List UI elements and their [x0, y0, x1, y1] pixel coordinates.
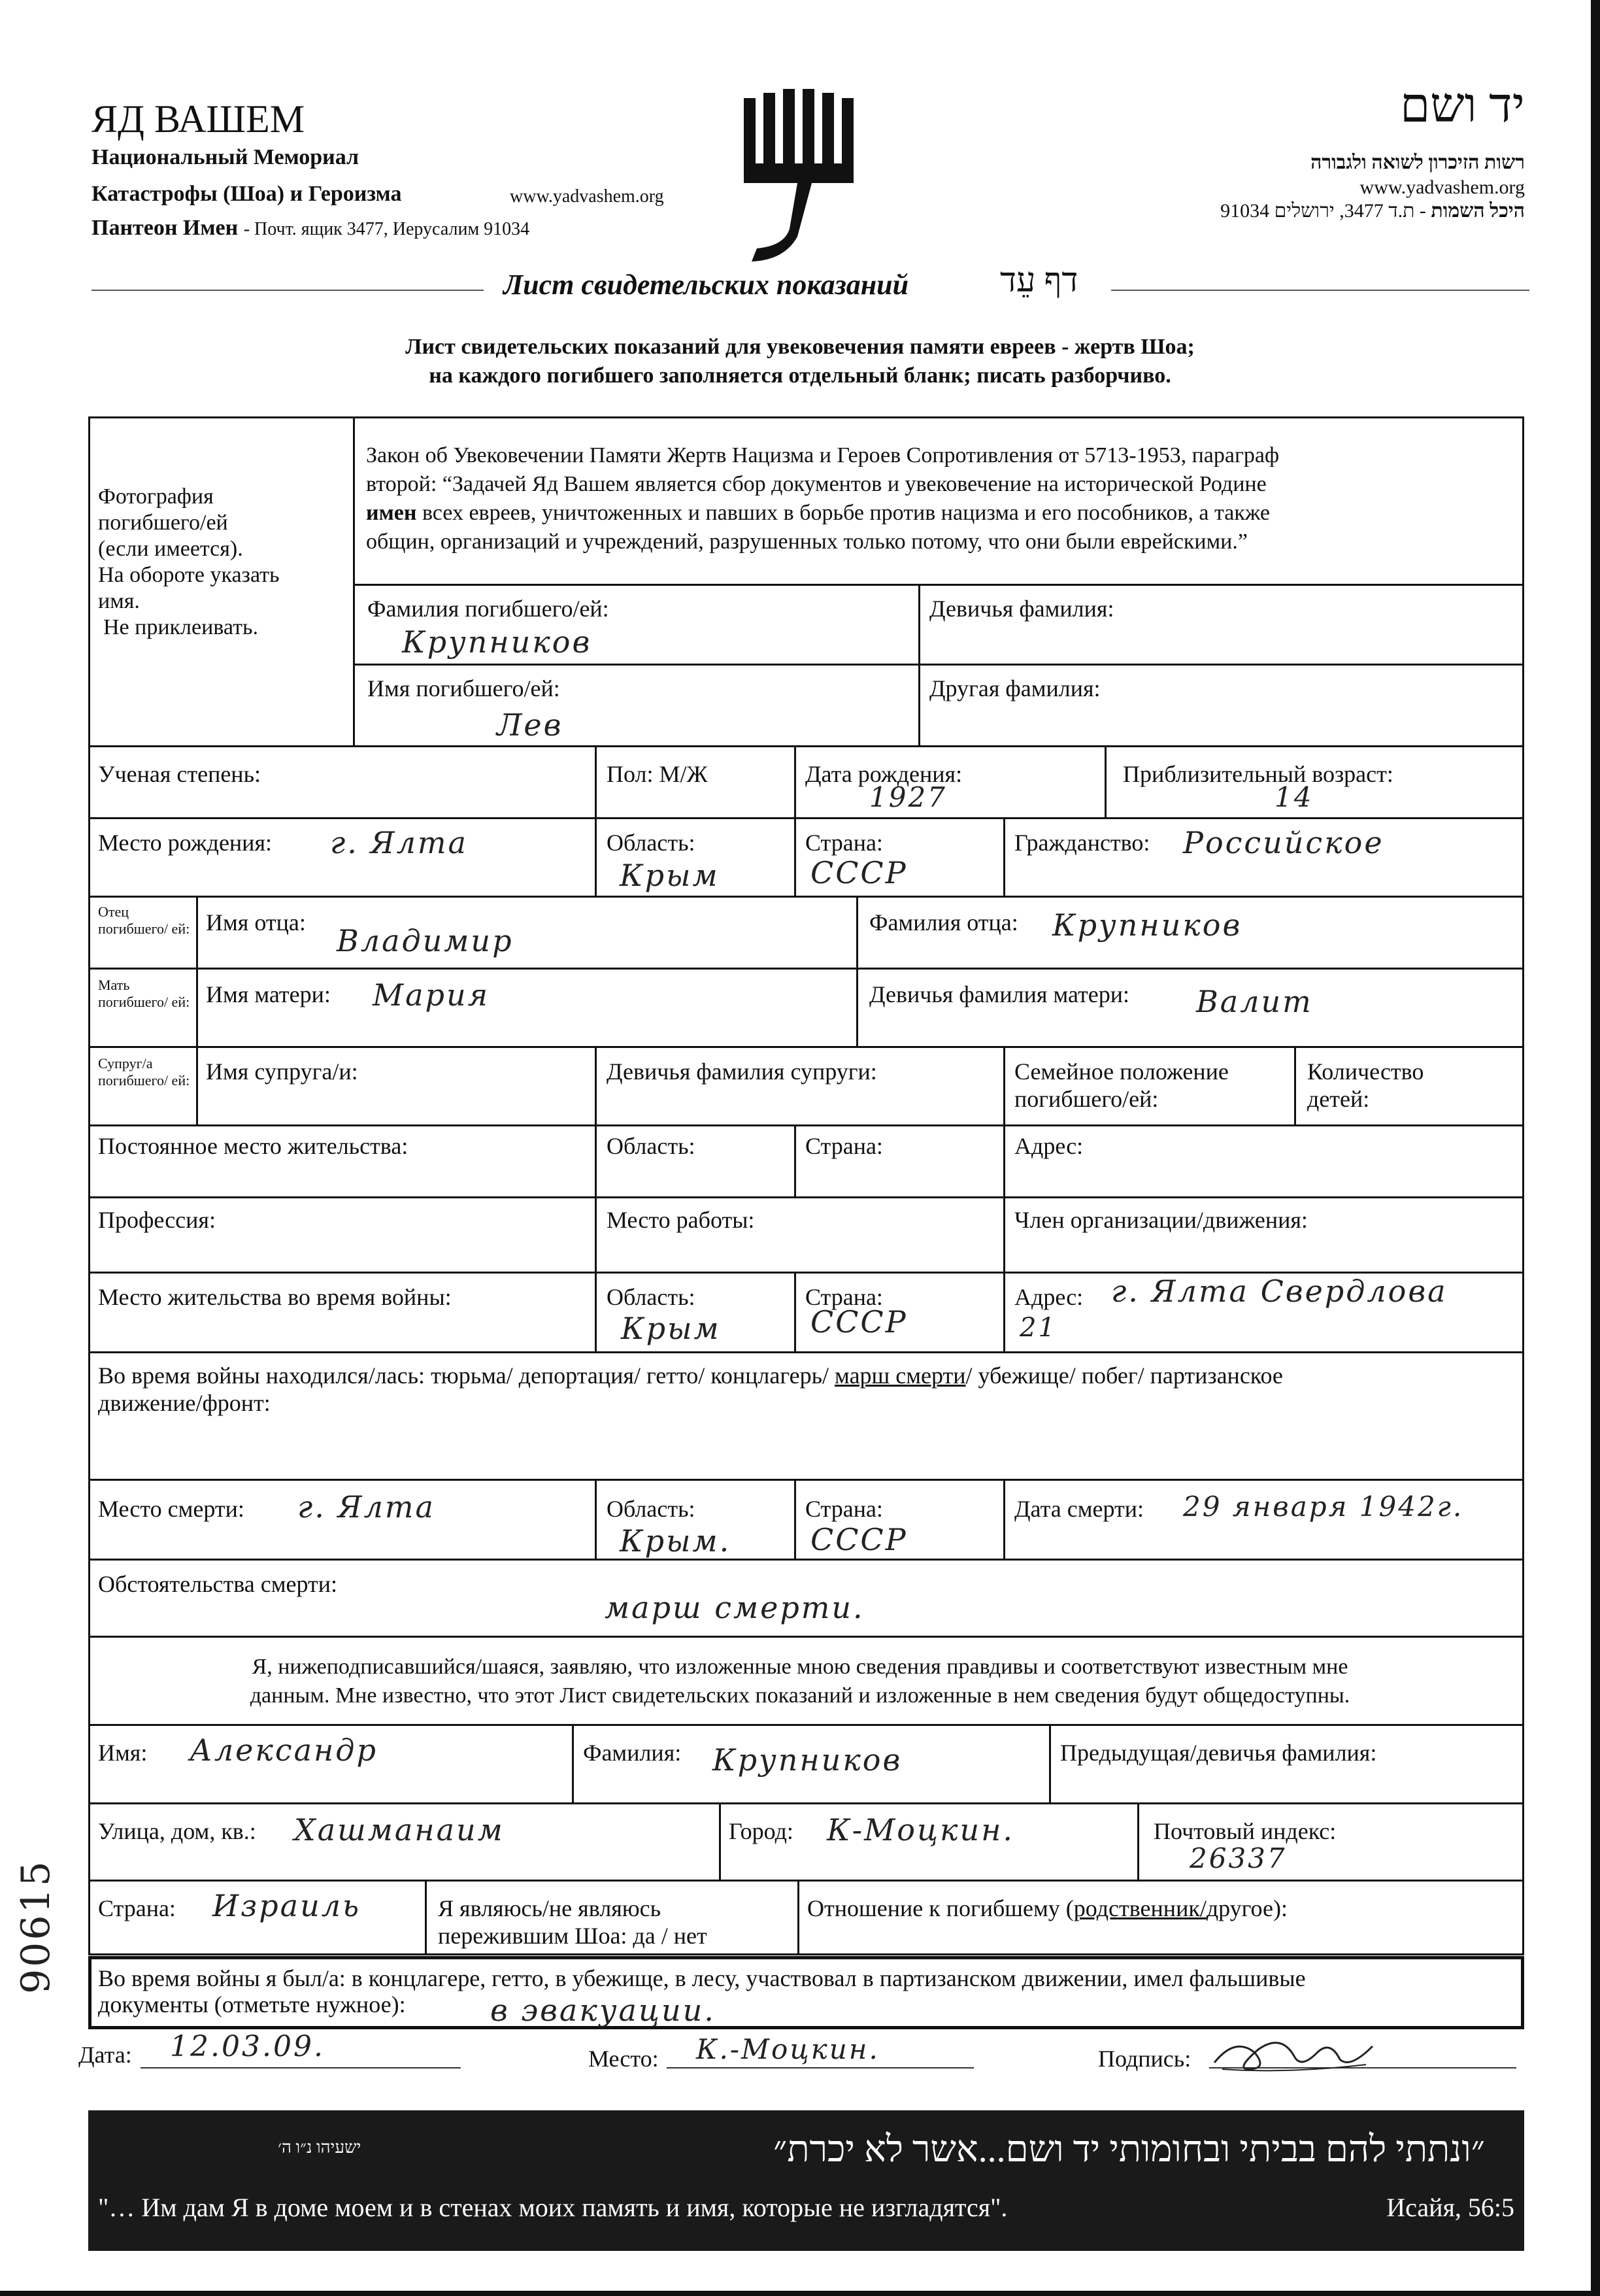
place-value[interactable]: К.-Моцкин.: [696, 2033, 880, 2065]
org-name-he: יד ושם: [1400, 79, 1525, 133]
submitter-country-label: Страна:: [98, 1895, 176, 1921]
organization-label: Член организации/движения:: [1014, 1207, 1308, 1233]
age-value[interactable]: 14: [1275, 781, 1314, 813]
spouse-name-label: Имя супруга/и:: [206, 1058, 358, 1085]
relation-other: другое):: [1206, 1895, 1288, 1921]
col-sub-3: [719, 1802, 721, 1880]
photo-note: [98, 484, 280, 641]
citizenship-value[interactable]: Российское: [1183, 825, 1384, 860]
submitter-prev-surname-label: Предыдущая/девичья фамилия:: [1060, 1740, 1377, 1766]
residence-address-label: Адрес:: [1014, 1133, 1084, 1159]
banner-quote-ru: "… Им дам Я в доме моем и в стенах моих память и имя, которые не изгладятся".: [98, 2193, 1008, 2222]
war-status-line-2: движение/фронт:: [98, 1390, 271, 1416]
row-line-circ: [88, 1636, 1524, 1638]
col-sub-1: [572, 1724, 574, 1802]
col-c-1: [1105, 745, 1107, 817]
col-parents: [856, 896, 858, 1046]
photo-note-6: Не приклеивать.: [103, 615, 258, 639]
submitter-country-value[interactable]: Израиль: [212, 1888, 361, 1923]
war-status-line-1: [98, 1362, 1283, 1389]
col-c-res: [1003, 1124, 1005, 1351]
children-label-1: Количество: [1307, 1058, 1424, 1085]
birth-country-label: Страна:: [805, 830, 883, 856]
banner-ref-ru: Исайя, 56:5: [1386, 2193, 1514, 2222]
org-address-ru: [92, 216, 529, 241]
victim-other-surname-label: Другая фамилия:: [929, 675, 1101, 701]
wartime-line-2: документы (отметьте нужное):: [98, 1991, 406, 2017]
city-label: Город:: [729, 1818, 793, 1844]
father-name-label: Имя отца:: [206, 909, 306, 936]
victim-surname-value[interactable]: Крупников: [402, 624, 592, 660]
photo-note-3: (если имеется).: [98, 537, 243, 561]
title-rule-left: [92, 290, 484, 291]
col-b-1: [794, 745, 796, 896]
death-place-value[interactable]: г. Ялта: [297, 1489, 435, 1525]
org-name-ru: ЯД ВАШЕМ: [92, 97, 305, 141]
he-pantheon: היכל השמות: [1431, 200, 1525, 222]
photo-note-5: имя.: [98, 589, 140, 613]
mother-maiden-label: Девичья фамилия матери:: [869, 981, 1130, 1007]
col-a-1: [595, 745, 597, 896]
victim-surname-label: Фамилия погибшего/ей:: [367, 596, 609, 622]
death-circumstances-label: Обстоятельства смерти:: [98, 1571, 337, 1597]
city-value[interactable]: К-Моцкин.: [827, 1812, 1015, 1848]
zip-value[interactable]: 26337: [1190, 1842, 1287, 1874]
submitter-surname-label: Фамилия:: [583, 1740, 682, 1766]
col-sub-6: [797, 1880, 799, 1955]
website-ru[interactable]: www.yadvashem.org: [510, 186, 664, 207]
death-region-value[interactable]: Крым.: [620, 1523, 731, 1559]
place-label: Место:: [588, 2046, 659, 2072]
col-b-res: [794, 1124, 796, 1196]
row-line-war-res: [88, 1351, 1524, 1353]
title-rule-right: [1111, 290, 1529, 291]
col-sub-4: [1137, 1802, 1139, 1880]
row-line-declaration: [88, 1724, 1524, 1726]
col-c-death: [1003, 1479, 1005, 1559]
birth-region-value[interactable]: Крым: [620, 858, 720, 893]
signature-label: Подпись:: [1098, 2046, 1192, 2072]
war-address-label: Адрес:: [1014, 1284, 1084, 1310]
form-title-he: דף עֵד: [1000, 262, 1078, 299]
victim-name-label: Имя погибшего/ей:: [367, 675, 560, 701]
col-b-war: [794, 1272, 796, 1351]
yad-vashem-logo-icon: [739, 85, 856, 275]
survivor-line-1: Я являюсь/не являюсь: [438, 1895, 661, 1921]
col-a-spouse: [595, 1046, 597, 1124]
date-label: Дата:: [78, 2042, 132, 2068]
row-line-law: [353, 584, 1523, 586]
survivor-question: [438, 1895, 707, 1950]
residence-country-label: Страна:: [805, 1133, 883, 1159]
age-label: Приблизительный возраст:: [1123, 761, 1393, 787]
law-line-4: общин, организаций и учреждений, разрушенных только потому, что они были еврейскими.”: [366, 530, 1248, 554]
row-line-sub-addr: [88, 1880, 1524, 1882]
photo-note-2: погибшего/ей: [98, 511, 228, 535]
war-region-value[interactable]: Крым: [621, 1311, 721, 1346]
submitter-name-label: Имя:: [98, 1740, 148, 1766]
date-value[interactable]: 12.03.09.: [170, 2030, 325, 2063]
table-top-border: [88, 416, 1524, 418]
war-status-death-march-selected[interactable]: марш смерти: [835, 1362, 966, 1389]
citizenship-label: Гражданство:: [1014, 830, 1150, 856]
war-region-label: Область:: [607, 1284, 695, 1310]
org-subtitle-he: רשות הזיכרון לשואה ולגבורה: [1310, 152, 1525, 173]
father-surname-label: Фамилия отца:: [869, 909, 1018, 936]
row-line-mother: [88, 1046, 1524, 1048]
war-status-options-c: / убежище/ побег/ партизанское: [965, 1362, 1283, 1389]
residence-label: Постоянное место жительства:: [98, 1133, 408, 1159]
row-line-sub-country: [88, 1953, 1524, 1955]
children-count-label: [1307, 1058, 1424, 1113]
col-side-labels: [196, 896, 198, 1124]
victim-maiden-label: Девичья фамилия:: [929, 596, 1114, 622]
dob-label: Дата рождения:: [805, 761, 963, 787]
death-region-label: Область:: [607, 1496, 695, 1522]
mother-name-value[interactable]: Мария: [373, 977, 490, 1013]
row-line-residence: [88, 1196, 1524, 1198]
col-sub-2: [1049, 1724, 1051, 1802]
father-surname-value[interactable]: Крупников: [1052, 907, 1242, 943]
war-country-label: Страна:: [805, 1284, 883, 1310]
marital-label-2: погибшего/ей:: [1014, 1086, 1159, 1112]
birthplace-value[interactable]: г. Ялта: [330, 825, 468, 860]
death-country-value[interactable]: СССР: [810, 1522, 908, 1557]
submitter-surname-value[interactable]: Крупников: [712, 1742, 903, 1778]
relation-label: [807, 1895, 1288, 1922]
death-country-label: Страна:: [805, 1496, 883, 1522]
row-line-photo-bottom: [88, 745, 1524, 747]
birthplace-label: Место рождения:: [98, 830, 273, 856]
postal-address: - Почт. ящик 3477, Иерусалим 91034: [243, 219, 530, 239]
father-name-value[interactable]: Владимир: [337, 923, 514, 958]
war-residence-label: Место жительства во время войны:: [98, 1284, 452, 1310]
death-place-label: Место смерти:: [98, 1496, 244, 1522]
relation-relative-selected[interactable]: родственник/: [1073, 1895, 1207, 1921]
row-line-names: [353, 664, 1523, 666]
spouse-maiden-label: Девичья фамилия супруги:: [607, 1058, 877, 1085]
survivor-line-2[interactable]: пережившим Шоа: да / нет: [438, 1923, 707, 1949]
pantheon-label: Пантеон Имен: [92, 216, 239, 240]
law-line-2: второй: “Задачей Яд Вашем является сбор документов и увековечение на исторической Родине: [366, 472, 1267, 496]
registration-stamp: 90615: [13, 1859, 59, 1994]
form-title-ru: Лист свидетельских показаний: [503, 269, 909, 301]
war-country-value[interactable]: СССР: [810, 1304, 908, 1340]
row-line-spouse: [88, 1124, 1524, 1126]
marital-status-label: [1014, 1058, 1229, 1113]
law-line-1: Закон об Увековечении Памяти Жертв Нацизма и Героев Сопротивления от 5713-1953, параграф: [366, 443, 1280, 467]
col-sub-5: [425, 1880, 427, 1955]
photo-divider: [353, 416, 355, 746]
instruction-2: на каждого погибшего заполняется отдельный бланк; писать разборчиво.: [429, 363, 1171, 388]
marital-label-1: Семейное положение: [1014, 1058, 1229, 1085]
place-line: [667, 2067, 974, 2068]
spouse-side-label: Супруг/а погибшего/ ей:: [98, 1055, 190, 1089]
declaration-text: [0, 1653, 1600, 1710]
birth-country-value[interactable]: СССР: [810, 855, 908, 890]
col-b-death: [794, 1479, 796, 1559]
submitter-name-value[interactable]: Александр: [190, 1732, 378, 1768]
residence-region-label: Область:: [607, 1133, 695, 1159]
page-edge-bottom: [0, 2291, 1600, 2296]
col-d-spouse: [1294, 1046, 1296, 1124]
photo-note-4: На обороте указать: [98, 563, 280, 587]
quote-banner: [88, 2110, 1524, 2251]
death-circumstances-value[interactable]: марш смерти.: [605, 1590, 865, 1625]
wartime-value[interactable]: в эвакуации.: [490, 1993, 716, 2028]
law-text: [366, 441, 1279, 556]
victim-name-value[interactable]: Лев: [497, 707, 563, 743]
col-a-death: [595, 1479, 597, 1559]
death-date-value[interactable]: 29 января 1942г.: [1183, 1491, 1464, 1523]
row-line-war-status: [88, 1479, 1524, 1481]
law-bold-names: имен: [366, 501, 417, 525]
relation-prefix: Отношение к погибшему (: [807, 1895, 1074, 1921]
mother-name-label: Имя матери:: [206, 981, 331, 1007]
street-value[interactable]: Хашманаим: [294, 1812, 505, 1848]
war-address-value[interactable]: г. Ялта Свердлова: [1111, 1274, 1448, 1309]
col-c-2: [1003, 817, 1005, 896]
website-he[interactable]: www.yadvashem.org: [1359, 177, 1525, 198]
children-label-2: детей:: [1307, 1086, 1370, 1112]
date-line: [141, 2067, 461, 2068]
banner-ref-he: ישעיהו נ״ו ה׳: [278, 2138, 361, 2157]
workplace-label: Место работы:: [607, 1207, 755, 1233]
row-line-death: [88, 1559, 1524, 1561]
mother-maiden-value[interactable]: Валит: [1196, 984, 1313, 1019]
org-subtitle-2: Катастрофы (Шоа) и Героизма: [92, 182, 402, 206]
law-line-3: всех евреев, уничтоженных и павших в борьбе против нацизма и его пособников, а также: [416, 501, 1270, 525]
photo-note-1: Фотография: [98, 484, 214, 509]
war-status-options-a: Во время войны находился/лась: тюрьма/ депортация/ гетто/ концлагерь/: [98, 1362, 835, 1389]
row-line-degree: [88, 817, 1524, 819]
sex-label: Пол: М/Ж: [607, 761, 708, 787]
banner-quote-he: ״ונתתי להם בביתי ובחומותי יד ושם...אשר לא יכרת״: [773, 2129, 1485, 2170]
row-line-sub-name: [88, 1802, 1524, 1804]
father-side-label: Отец погибшего/ ей:: [98, 903, 190, 937]
instruction-1: Лист свидетельских показаний для увековечения памяти евреев - жертв Шоа;: [405, 335, 1195, 359]
zip-label: Почтовый индекс:: [1154, 1818, 1337, 1844]
row-line-father: [88, 968, 1524, 970]
wartime-line-1: Во время войны я был/а: в концлагере, гетто, в убежище, в лесу, участвовал в партизанском движении, имел фальшивые: [98, 1965, 1306, 1991]
death-date-label: Дата смерти:: [1014, 1496, 1144, 1522]
he-postal: - ת.ד 3477, ירושלים 91034: [1220, 200, 1426, 222]
row-line-birth: [88, 896, 1524, 898]
degree-label: Ученая степень:: [98, 761, 261, 787]
col-c-spouse: [1003, 1046, 1005, 1124]
declaration-line-2: данным. Мне известно, что этот Лист свидетельских показаний и изложенные в нем сведения будут общедоступны.: [250, 1683, 1350, 1708]
signature-icon[interactable]: [1209, 2033, 1379, 2079]
street-label: Улица, дом, кв.:: [98, 1818, 256, 1844]
dob-value[interactable]: 1927: [869, 781, 947, 813]
org-address-he: [1220, 200, 1525, 222]
mother-side-label: Мать погибшего/ ей:: [98, 977, 190, 1010]
profession-label: Профессия:: [98, 1207, 216, 1233]
declaration-line-1: Я, нижеподписавшийся/шаяся, заявляю, что изложенные мною сведения правдивы и соответствуют известным мне: [252, 1655, 1348, 1679]
col-a-res: [595, 1124, 597, 1351]
birth-region-label: Область:: [607, 830, 695, 856]
war-address-value-2[interactable]: 21: [1020, 1313, 1057, 1343]
org-subtitle-1: Национальный Мемориал: [92, 145, 359, 169]
